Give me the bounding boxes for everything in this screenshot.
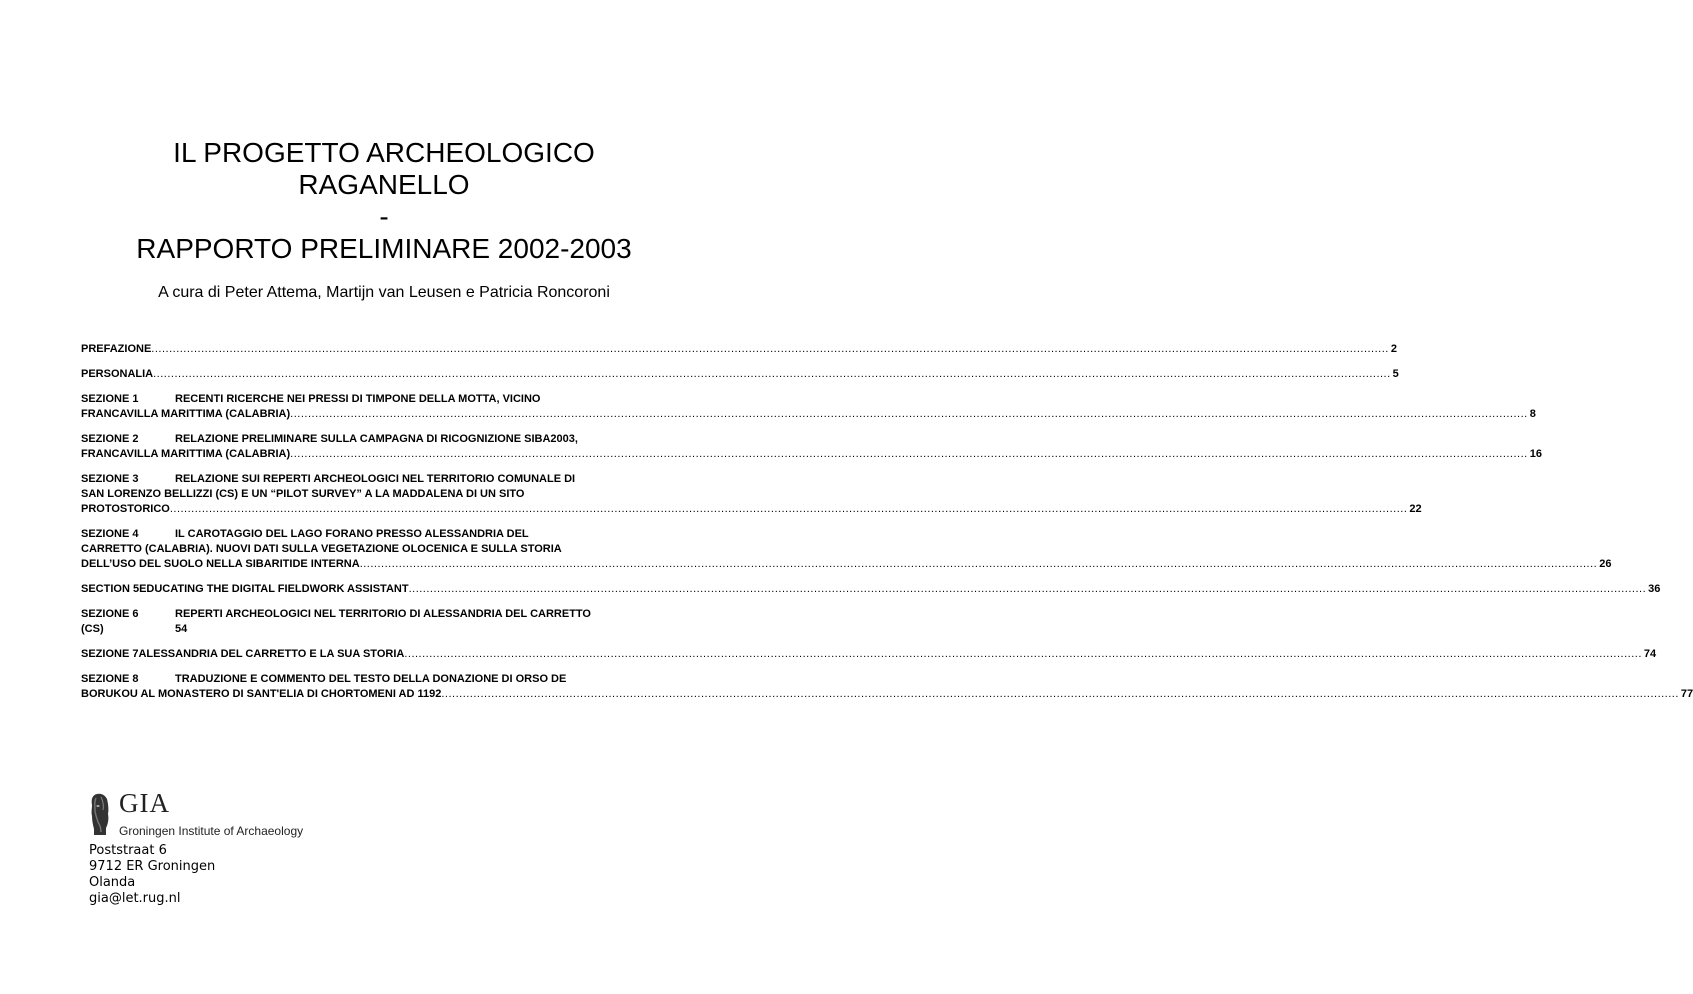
toc-entry-line: RELAZIONE SUI REPERTI ARCHEOLOGICI NEL TERRITORIO COMUNALE DI bbox=[175, 473, 576, 485]
toc-entry-line: IL CAROTAGGIO DEL LAGO FORANO PRESSO ALESSANDRIA DEL bbox=[175, 528, 529, 540]
toc-entry-sezione-7[interactable] bbox=[81, 647, 1657, 662]
toc-section-label: SEZIONE 1 bbox=[81, 393, 139, 405]
toc-page-number: 26 bbox=[1599, 558, 1612, 570]
toc-entry-sezione-4[interactable] bbox=[81, 527, 1612, 572]
address-block bbox=[89, 843, 215, 907]
toc-entry-sezione-6[interactable] bbox=[81, 607, 686, 637]
address-email[interactable]: gia@let.rug.nl bbox=[89, 891, 181, 906]
toc-page-number: 36 bbox=[1648, 583, 1661, 595]
toc-entry-sezione-3[interactable] bbox=[81, 472, 1422, 517]
editors-line: A cura di Peter Attema, Martijn van Leusen e Patricia Roncoroni bbox=[158, 284, 610, 301]
address-street: Poststraat 6 bbox=[89, 843, 167, 858]
toc-entry-line: SAN LORENZO BELLIZZI (CS) E UN “PILOT SURVEY” A LA MADDALENA DI UN SITO bbox=[81, 488, 525, 500]
toc-entry-line-last: BORUKOU AL MONASTERO DI SANT'ELIA DI CHORTOMENI AD 1192 bbox=[81, 688, 442, 700]
toc-section-label: SEZIONE 2 bbox=[81, 433, 139, 445]
toc-entry-title: ALESSANDRIA DEL CARRETTO E LA SUA STORIA bbox=[138, 648, 405, 660]
toc-section-label-continued: (CS) bbox=[81, 623, 104, 635]
toc-section-label: SEZIONE 3 bbox=[81, 473, 139, 485]
toc-entry-line: CARRETTO (CALABRIA). NUOVI DATI SULLA VEGETAZIONE OLOCENICA E SULLA STORIA bbox=[81, 543, 562, 555]
title-line-1: IL PROGETTO ARCHEOLOGICO bbox=[173, 136, 595, 168]
toc-section-label: SEZIONE 8 bbox=[81, 673, 139, 685]
toc-entry-line-last: DELL’USO DEL SUOLO NELLA SIBARITIDE INTERNA bbox=[81, 558, 360, 570]
address-city: 9712 ER Groningen bbox=[89, 859, 216, 874]
toc-entry-title: PERSONALIA bbox=[81, 368, 154, 380]
toc-section-label: SECTION 5 bbox=[81, 583, 140, 595]
toc-entry-sezione-2[interactable] bbox=[81, 432, 1542, 462]
toc-page-number: 77 bbox=[1680, 688, 1693, 700]
toc-section-label: SEZIONE 6 bbox=[81, 608, 139, 620]
toc-page-number: 5 bbox=[1392, 368, 1399, 380]
logo-name: GIA bbox=[119, 788, 170, 818]
toc-entry-title: PREFAZIONE bbox=[81, 343, 152, 355]
title-line-4: RAPPORTO PRELIMINARE 2002-2003 bbox=[136, 232, 632, 264]
toc-page-number: 22 bbox=[1409, 503, 1422, 515]
toc-entry-line-last: FRANCAVILLA MARITTIMA (CALABRIA) bbox=[81, 408, 291, 420]
toc-page-number: 54 bbox=[175, 623, 188, 635]
toc-page-number: 74 bbox=[1643, 648, 1657, 660]
address-country: Olanda bbox=[89, 875, 136, 890]
toc-page-number: 2 bbox=[1390, 343, 1397, 355]
toc-entry-section-5[interactable] bbox=[81, 582, 1661, 597]
toc-page-number: 16 bbox=[1529, 448, 1542, 460]
toc-entry-line: RECENTI RICERCHE NEI PRESSI DI TIMPONE DELLA MOTTA, VICINO bbox=[175, 393, 541, 405]
toc-entry-line: REPERTI ARCHEOLOGICI NEL TERRITORIO DI ALESSANDRIA DEL CARRETTO bbox=[175, 608, 591, 620]
toc-entry-sezione-1[interactable] bbox=[81, 392, 1536, 422]
toc-section-label: SEZIONE 7 bbox=[81, 648, 139, 660]
toc-section-label: SEZIONE 4 bbox=[81, 528, 139, 540]
toc-entry-line-last: FRANCAVILLA MARITTIMA (CALABRIA) bbox=[81, 448, 291, 460]
toc-entry-line: TRADUZIONE E COMMENTO DEL TESTO DELLA DONAZIONE DI ORSO DE bbox=[175, 673, 567, 685]
toc-entry-line-last: PROTOSTORICO bbox=[81, 503, 170, 515]
toc-page-number: 8 bbox=[1529, 408, 1536, 420]
table-of-contents bbox=[81, 342, 1693, 712]
toc-entry-sezione-8[interactable] bbox=[81, 672, 1693, 702]
toc-entry-prefazione[interactable] bbox=[81, 342, 1397, 357]
logo-institute: Groningen Institute of Archaeology bbox=[119, 824, 304, 838]
document-title bbox=[0, 137, 768, 265]
head-statue-icon bbox=[89, 792, 111, 836]
title-line-3: - bbox=[379, 200, 389, 232]
title-line-2: RAGANELLO bbox=[298, 168, 470, 200]
toc-entry-personalia[interactable] bbox=[81, 367, 1399, 382]
toc-entry-line: RELAZIONE PRELIMINARE SULLA CAMPAGNA DI RICOGNIZIONE SIBA2003, bbox=[175, 433, 578, 445]
toc-entry-title: EDUCATING THE DIGITAL FIELDWORK ASSISTANT bbox=[139, 583, 409, 595]
gia-logo bbox=[89, 788, 319, 838]
